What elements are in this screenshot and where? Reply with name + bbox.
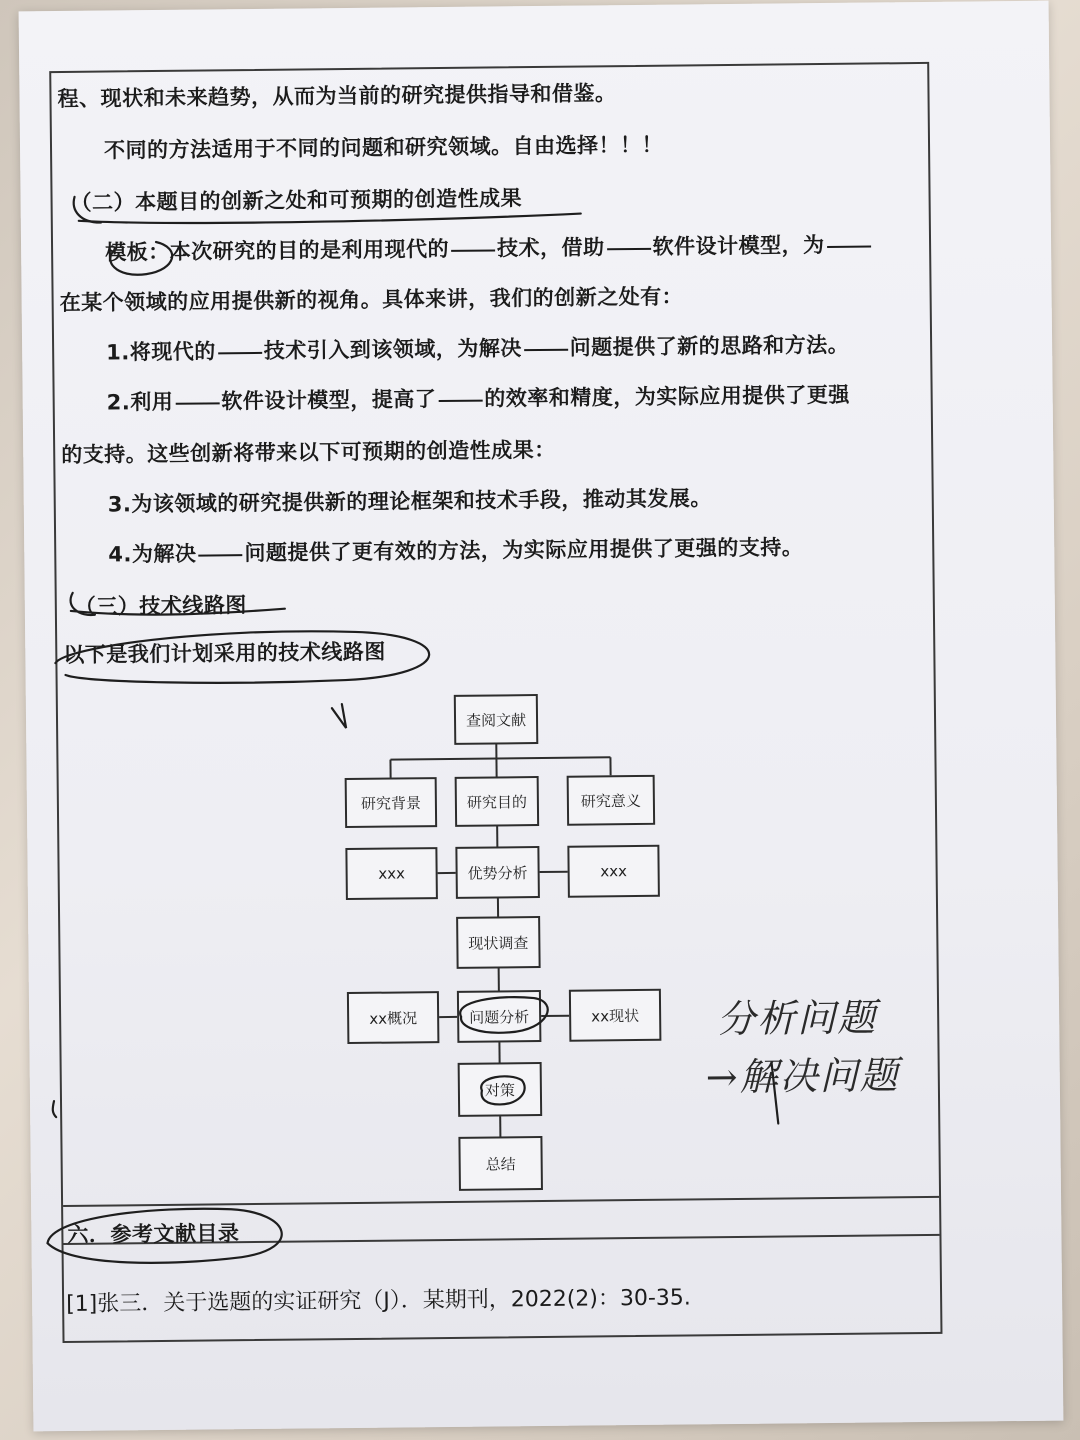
heading-tech-route: （三）技术线路图	[74, 593, 247, 619]
node-xxx-left: xxx	[345, 847, 438, 900]
blank-line	[438, 400, 482, 402]
node-countermeasures: 对策	[458, 1062, 543, 1117]
template-prefix: 模板：	[104, 239, 170, 265]
blank-line	[607, 248, 651, 250]
handwritten-note-analyze: 分析问题	[716, 995, 878, 1042]
heading-references: 六．参考文献目录	[67, 1221, 240, 1247]
blank-line	[524, 349, 568, 351]
text-line-domain: 在某个领域的应用提供新的视角。具体来讲，我们的创新之处有：	[59, 284, 684, 316]
text-line-support: 的支持。这些创新将带来以下可预期的创造性成果：	[61, 437, 556, 468]
blank-line	[198, 554, 242, 556]
node-status-survey: 现状调查	[456, 916, 541, 969]
paper-sheet	[19, 1, 1064, 1432]
template-part-b: 技术，借助	[496, 235, 605, 261]
node-xx-status: xx现状	[569, 989, 662, 1042]
node-literature-review: 查阅文献	[454, 694, 539, 745]
item2-part-a: 2.利用	[106, 389, 174, 415]
node-summary: 总结	[458, 1136, 543, 1191]
outcome-item-3: 3.为该领域的研究提供新的理论框架和技术手段，推动其发展。	[107, 486, 712, 517]
blank-line	[827, 246, 871, 248]
handwritten-note-solve: →解决问题	[705, 1053, 900, 1100]
node-research-significance: 研究意义	[567, 775, 656, 826]
node-research-background: 研究背景	[345, 777, 438, 828]
reference-entry-1: [1]张三．关于选题的实证研究（J）．某期刊，2022(2)：30-35.	[66, 1285, 691, 1318]
node-advantage-analysis: 优势分析	[455, 846, 540, 899]
text-line-methods: 不同的方法适用于不同的问题和研究领域。自由选择！！！	[103, 132, 664, 163]
template-part-a: 本次研究的目的是利用现代的	[169, 236, 450, 264]
node-xxx-right: xxx	[567, 845, 660, 898]
item1-part-b: 技术引入到该领域，为解决	[263, 336, 522, 363]
item2-part-b: 软件设计模型，提高了	[221, 387, 437, 414]
heading-innovation: （二）本题目的创新之处和可预期的创造性成果	[70, 186, 523, 215]
blank-line	[218, 352, 262, 354]
item4-part-b: 问题提供了更有效的方法，为实际应用提供了更强的支持。	[244, 535, 804, 566]
blank-line	[175, 402, 219, 404]
text-line-trend: 程、现状和未来趋势，从而为当前的研究提供指导和借鉴。	[57, 81, 617, 112]
template-part-c: 软件设计模型，为	[652, 233, 825, 259]
node-xx-overview: xx概况	[347, 991, 440, 1044]
text-line-diagram-intro: 以下是我们计划采用的技术线路图	[63, 639, 386, 667]
blank-line	[451, 249, 495, 251]
item2-part-c: 的效率和精度，为实际应用提供了更强	[484, 382, 850, 411]
node-research-purpose: 研究目的	[455, 776, 540, 827]
item1-part-c: 问题提供了新的思路和方法。	[569, 332, 850, 360]
item4-part-a: 4.为解决	[108, 541, 197, 567]
item1-part-a: 1.将现代的	[106, 339, 216, 365]
node-problem-analysis: 问题分析	[457, 990, 542, 1043]
reference-divider-top	[63, 1196, 939, 1207]
